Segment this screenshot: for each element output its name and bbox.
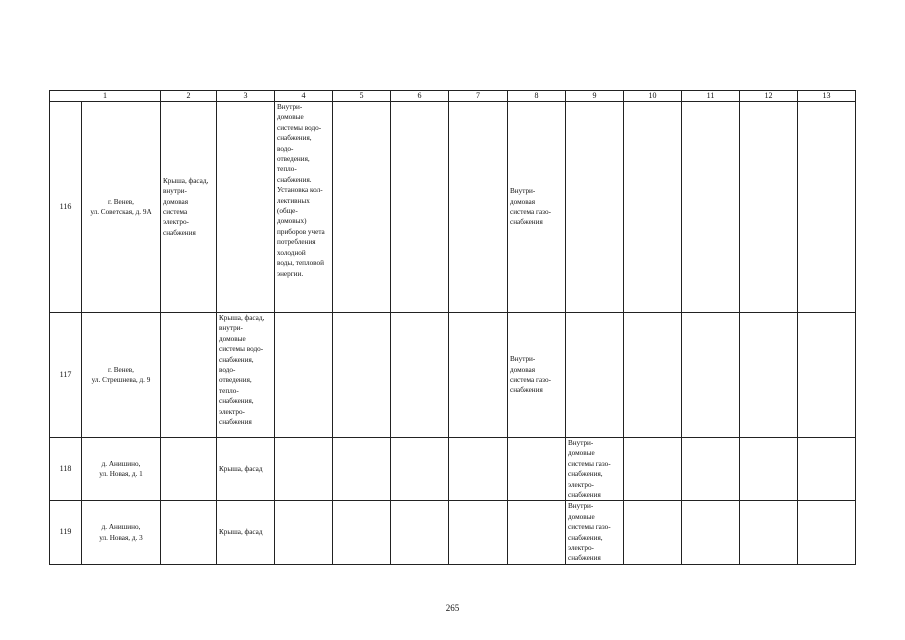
work-cell-8 (508, 501, 566, 564)
work-cell-12 (740, 501, 798, 564)
work-cell-11 (682, 501, 740, 564)
column-header-12: 12 (740, 91, 798, 102)
work-cell-11 (682, 438, 740, 501)
work-cell-6 (391, 438, 449, 501)
table-row (50, 313, 856, 438)
work-cell-5 (333, 438, 391, 501)
work-cell-9: Внутри- домовые системы газо- снабжения, электро- снабжения (566, 501, 624, 564)
column-header-5: 5 (333, 91, 391, 102)
work-cell-4: Внутри- домовые системы водо- снабжения, водо- отведения, тепло- снабжения. Установка кол- лективных (обще- домовых) приборов учета потребления холодной воды, тепловой энергии. (275, 102, 333, 313)
work-cell-13 (798, 313, 856, 438)
work-cell-3: Крыша, фасад (217, 438, 275, 501)
work-cell-8: Внутри- домовая система газо- снабжения (508, 313, 566, 438)
row-number: 116 (50, 102, 82, 313)
column-header-13: 13 (798, 91, 856, 102)
work-cell-13 (798, 501, 856, 564)
work-cell-6 (391, 102, 449, 313)
work-cell-5 (333, 501, 391, 564)
work-cell-11 (682, 313, 740, 438)
work-cell-2 (161, 438, 217, 501)
repair-schedule-table (49, 90, 856, 565)
work-cell-4 (275, 438, 333, 501)
address-cell: г. Венев, ул. Стрешнева, д. 9 (82, 313, 161, 438)
work-cell-6 (391, 501, 449, 564)
work-cell-10 (624, 438, 682, 501)
column-header-7: 7 (449, 91, 508, 102)
work-cell-4 (275, 501, 333, 564)
work-cell-2 (161, 501, 217, 564)
work-cell-3: Крыша, фасад (217, 501, 275, 564)
header-row (50, 91, 856, 102)
table-row (50, 438, 856, 501)
work-cell-3: Крыша, фасад, внутри- домовые системы водо- снабжения, водо- отведения, тепло- снабжения, электро- снабжения (217, 313, 275, 438)
row-number: 117 (50, 313, 82, 438)
work-cell-12 (740, 438, 798, 501)
column-header-10: 10 (624, 91, 682, 102)
column-header-8: 8 (508, 91, 566, 102)
work-cell-12 (740, 313, 798, 438)
work-cell-10 (624, 102, 682, 313)
table-row (50, 501, 856, 564)
address-cell: д. Анишино, ул. Новая, д. 1 (82, 438, 161, 501)
work-cell-7 (449, 102, 508, 313)
page-number: 265 (445, 603, 460, 613)
work-cell-5 (333, 102, 391, 313)
work-cell-13 (798, 438, 856, 501)
address-cell: д. Анишино, ул. Новая, д. 3 (82, 501, 161, 564)
column-header-3: 3 (217, 91, 275, 102)
column-header-9: 9 (566, 91, 624, 102)
work-cell-7 (449, 501, 508, 564)
work-cell-13 (798, 102, 856, 313)
work-cell-9: Внутри- домовые системы газо- снабжения, электро- снабжения (566, 438, 624, 501)
work-cell-7 (449, 438, 508, 501)
work-cell-7 (449, 313, 508, 438)
work-cell-4 (275, 313, 333, 438)
work-cell-10 (624, 313, 682, 438)
column-header-2: 2 (161, 91, 217, 102)
address-cell: г. Венев, ул. Советская, д. 9А (82, 102, 161, 313)
column-header-11: 11 (682, 91, 740, 102)
work-cell-8: Внутри- домовая система газо- снабжения (508, 102, 566, 313)
work-cell-2: Крыша, фасад, внутри- домовая система электро- снабжения (161, 102, 217, 313)
row-number: 119 (50, 501, 82, 564)
work-cell-10 (624, 501, 682, 564)
column-header-4: 4 (275, 91, 333, 102)
work-cell-9 (566, 313, 624, 438)
table-row (50, 102, 856, 313)
work-cell-8 (508, 438, 566, 501)
column-header-6: 6 (391, 91, 449, 102)
work-cell-3 (217, 102, 275, 313)
work-cell-2 (161, 313, 217, 438)
column-header-1: 1 (50, 91, 161, 102)
work-cell-5 (333, 313, 391, 438)
work-cell-9 (566, 102, 624, 313)
work-cell-11 (682, 102, 740, 313)
work-cell-6 (391, 313, 449, 438)
work-cell-12 (740, 102, 798, 313)
row-number: 118 (50, 438, 82, 501)
